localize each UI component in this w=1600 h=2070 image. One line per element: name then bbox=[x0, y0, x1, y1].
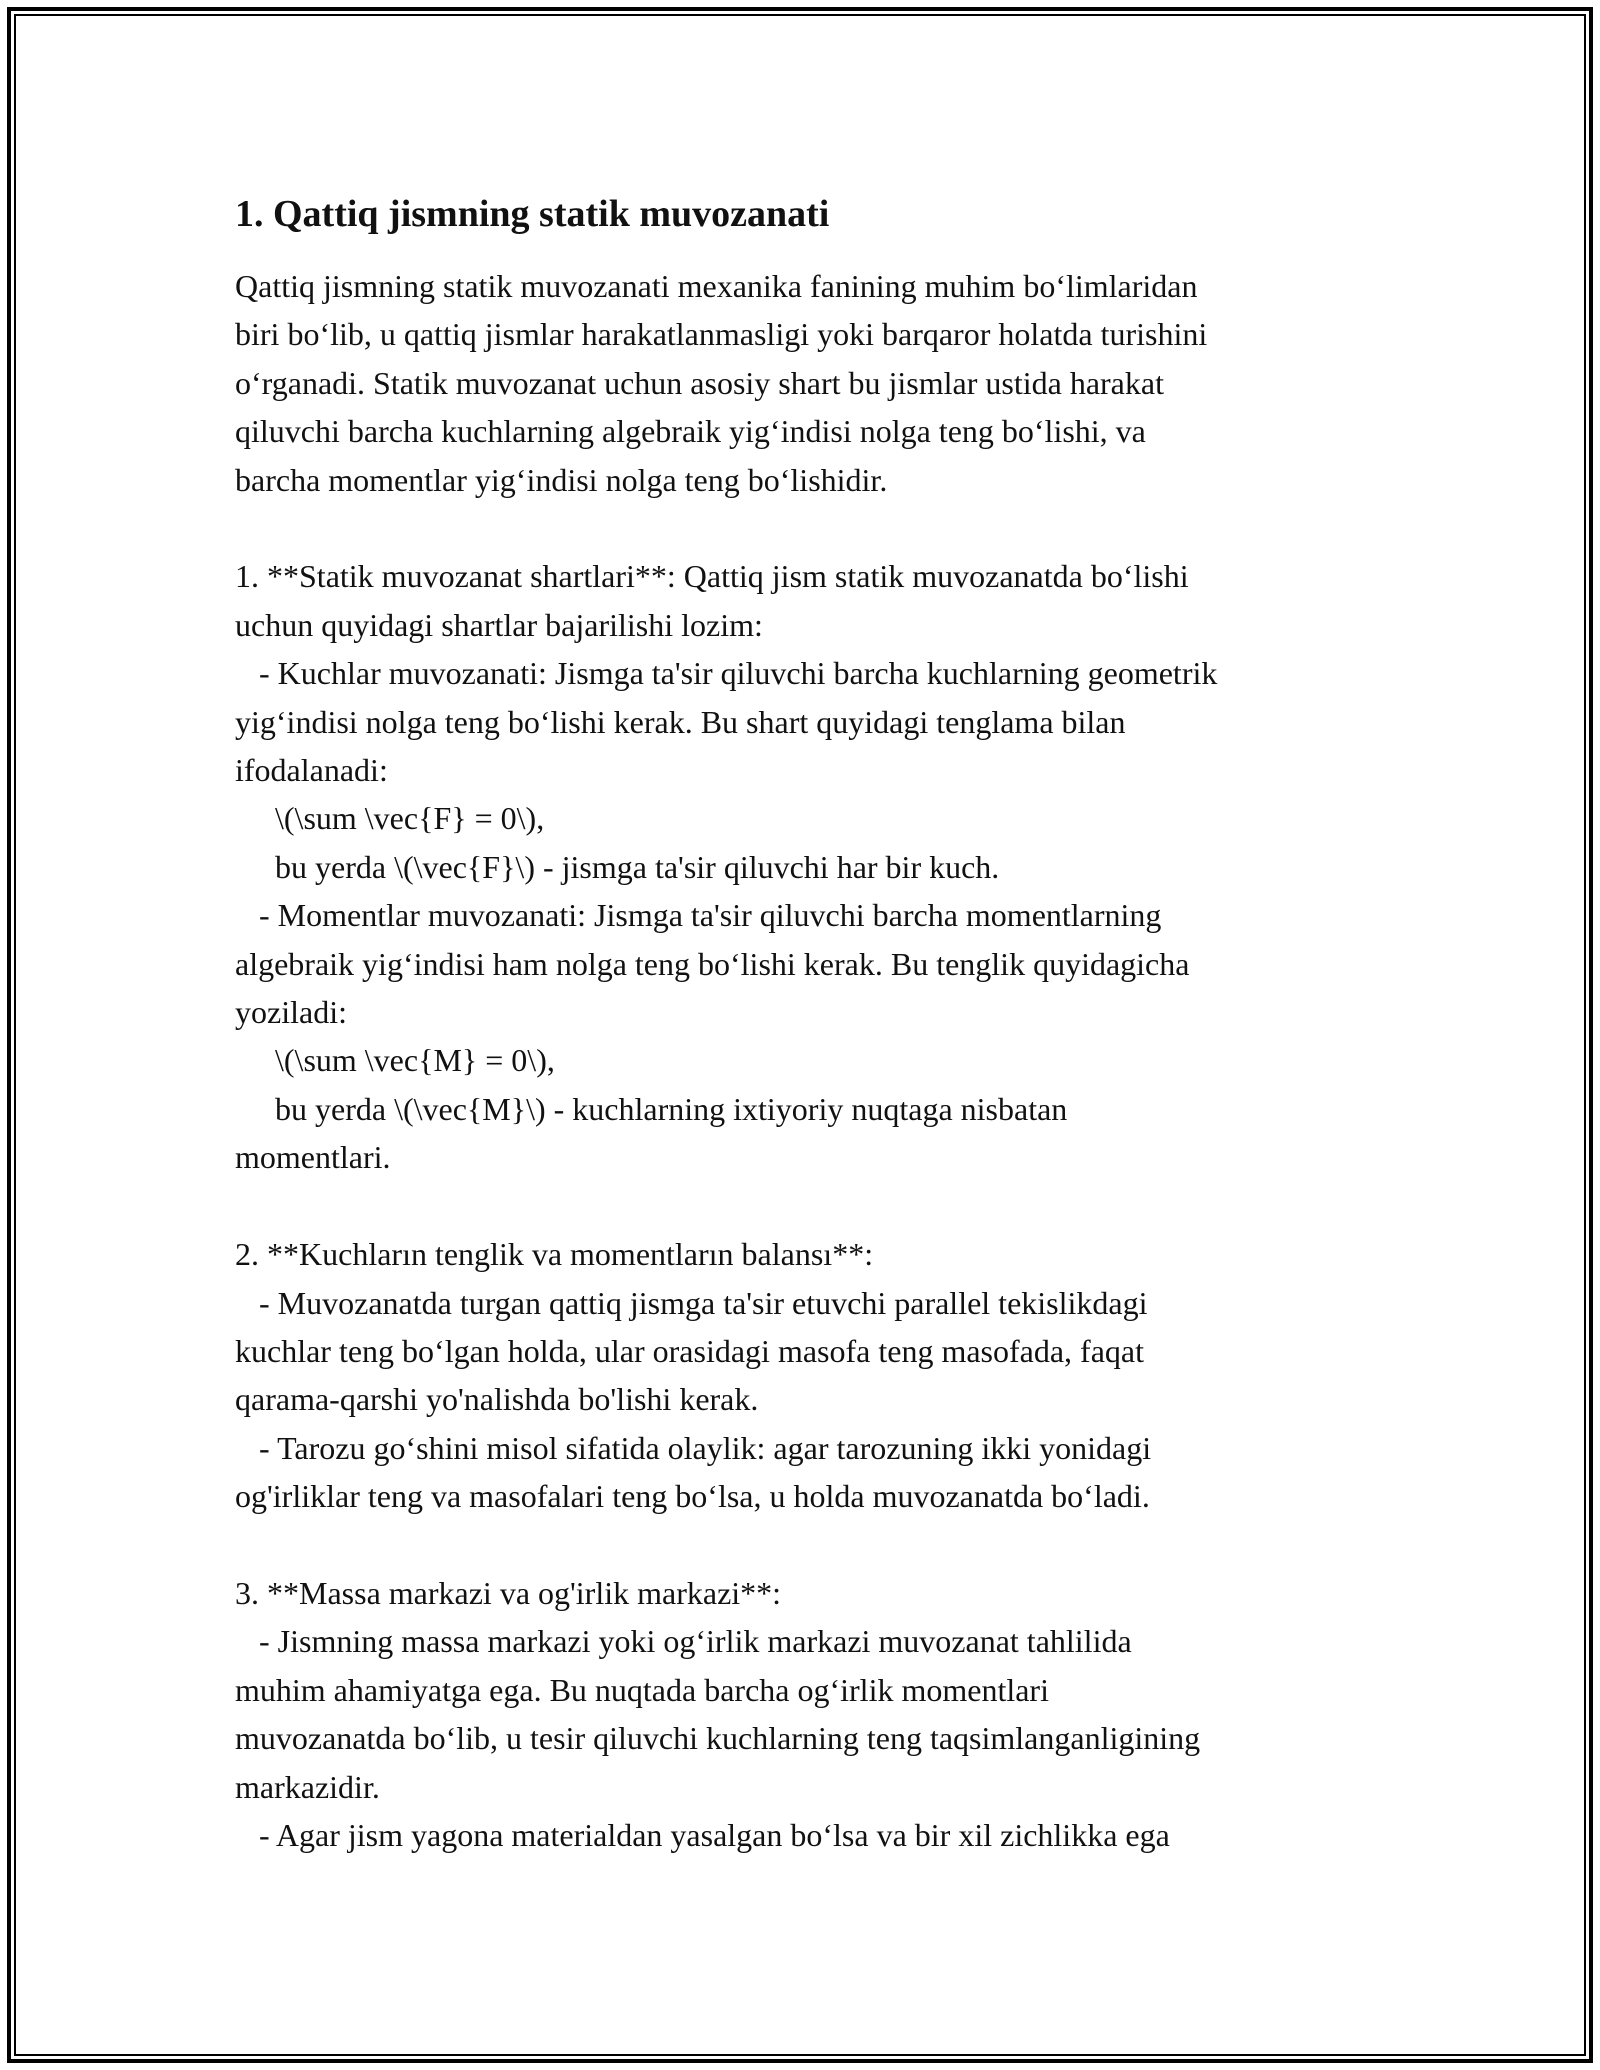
formula-line: \(\sum \vec{M} = 0\), bbox=[235, 1042, 555, 1079]
text-line: - Momentlar muvozanati: Jismga ta'sir qiluvchi barcha momentlarning bbox=[235, 897, 1162, 934]
text-line: biri bo‘lib, u qattiq jismlar harakatlanmasligi yoki barqaror holatda turishini bbox=[235, 316, 1208, 353]
text-line: o‘rganadi. Statik muvozanat uchun asosiy shart bu jismlar ustida harakat bbox=[235, 364, 1164, 401]
text-line: og'irliklar teng va masofalari teng bo‘lsa, u holda muvozanatda bo‘ladi. bbox=[235, 1478, 1150, 1515]
text-line: uchun quyidagi shartlar bajarilishi lozim: bbox=[235, 606, 763, 643]
text-line: qiluvchi barcha kuchlarning algebraik yig‘indisi nolga teng bo‘lishi, va bbox=[235, 413, 1146, 450]
blank-line bbox=[235, 1521, 1385, 1569]
text-line: - Jismning massa markazi yoki og‘irlik markazi muvozanat tahlilida bbox=[235, 1623, 1132, 1660]
text-line: - Tarozu go‘shini misol sifatida olaylik: agar tarozuning ikki yonidagi bbox=[235, 1429, 1152, 1466]
text-line: bu yerda \(\vec{F}\) - jismga ta'sir qiluvchi har bir kuch. bbox=[235, 848, 1000, 885]
text-line: muhim ahamiyatga ega. Bu nuqtada barcha og‘irlik momentlari bbox=[235, 1671, 1049, 1708]
text-line: momentlari. bbox=[235, 1139, 391, 1176]
text-line: - Muvozanatda turgan qattiq jismga ta'sir etuvchi parallel tekislikdagi bbox=[235, 1284, 1148, 1321]
text-line: 3. **Massa markazi va og'irlik markazi**: bbox=[235, 1574, 782, 1611]
text-line: kuchlar teng bo‘lgan holda, ular orasidagi masofa teng masofada, faqat bbox=[235, 1332, 1144, 1369]
text-line: bu yerda \(\vec{M}\) - kuchlarning ixtiyoriy nuqtaga nisbatan bbox=[235, 1090, 1068, 1127]
text-line: Qattiq jismning statik muvozanati mexanika fanining muhim bo‘limlaridan bbox=[235, 268, 1198, 304]
text-line: yoziladi: bbox=[235, 994, 347, 1031]
document-title: 1. Qattiq jismning statik muvozanati bbox=[235, 193, 830, 235]
text-line: markazidir. bbox=[235, 1768, 380, 1805]
document-content bbox=[235, 188, 1385, 1859]
text-line: barcha momentlar yig‘indisi nolga teng bo‘lishidir. bbox=[235, 461, 888, 498]
text-line: muvozanatda bo‘lib, u tesir qiluvchi kuchlarning teng taqsimlanganligining bbox=[235, 1720, 1201, 1757]
blank-line bbox=[235, 1182, 1385, 1230]
text-line: - Agar jism yagona materialdan yasalgan bo‘lsa va bir xil zichlikka ega bbox=[235, 1816, 1170, 1853]
text-line: yig‘indisi nolga teng bo‘lishi kerak. Bu shart quyidagi tenglama bilan bbox=[235, 703, 1126, 740]
text-line: ifodalanadi: bbox=[235, 752, 388, 789]
formula-line: \(\sum \vec{F} = 0\), bbox=[235, 800, 545, 837]
text-line: - Kuchlar muvozanati: Jismga ta'sir qiluvchi barcha kuchlarning geometrik bbox=[235, 655, 1218, 692]
text-line: 1. **Statik muvozanat shartlari**: Qattiq jism statik muvozanatda bo‘lishi bbox=[235, 558, 1189, 595]
text-line: 2. **Kuchların tenglik va momentların balansı**: bbox=[235, 1236, 874, 1273]
document-body bbox=[235, 262, 1385, 1859]
text-line: algebraik yig‘indisi ham nolga teng bo‘lishi kerak. Bu tenglik quyidagicha bbox=[235, 945, 1190, 982]
blank-line bbox=[235, 504, 1385, 552]
text-line: qarama-qarshi yo'nalishda bo'lishi kerak. bbox=[235, 1381, 759, 1418]
